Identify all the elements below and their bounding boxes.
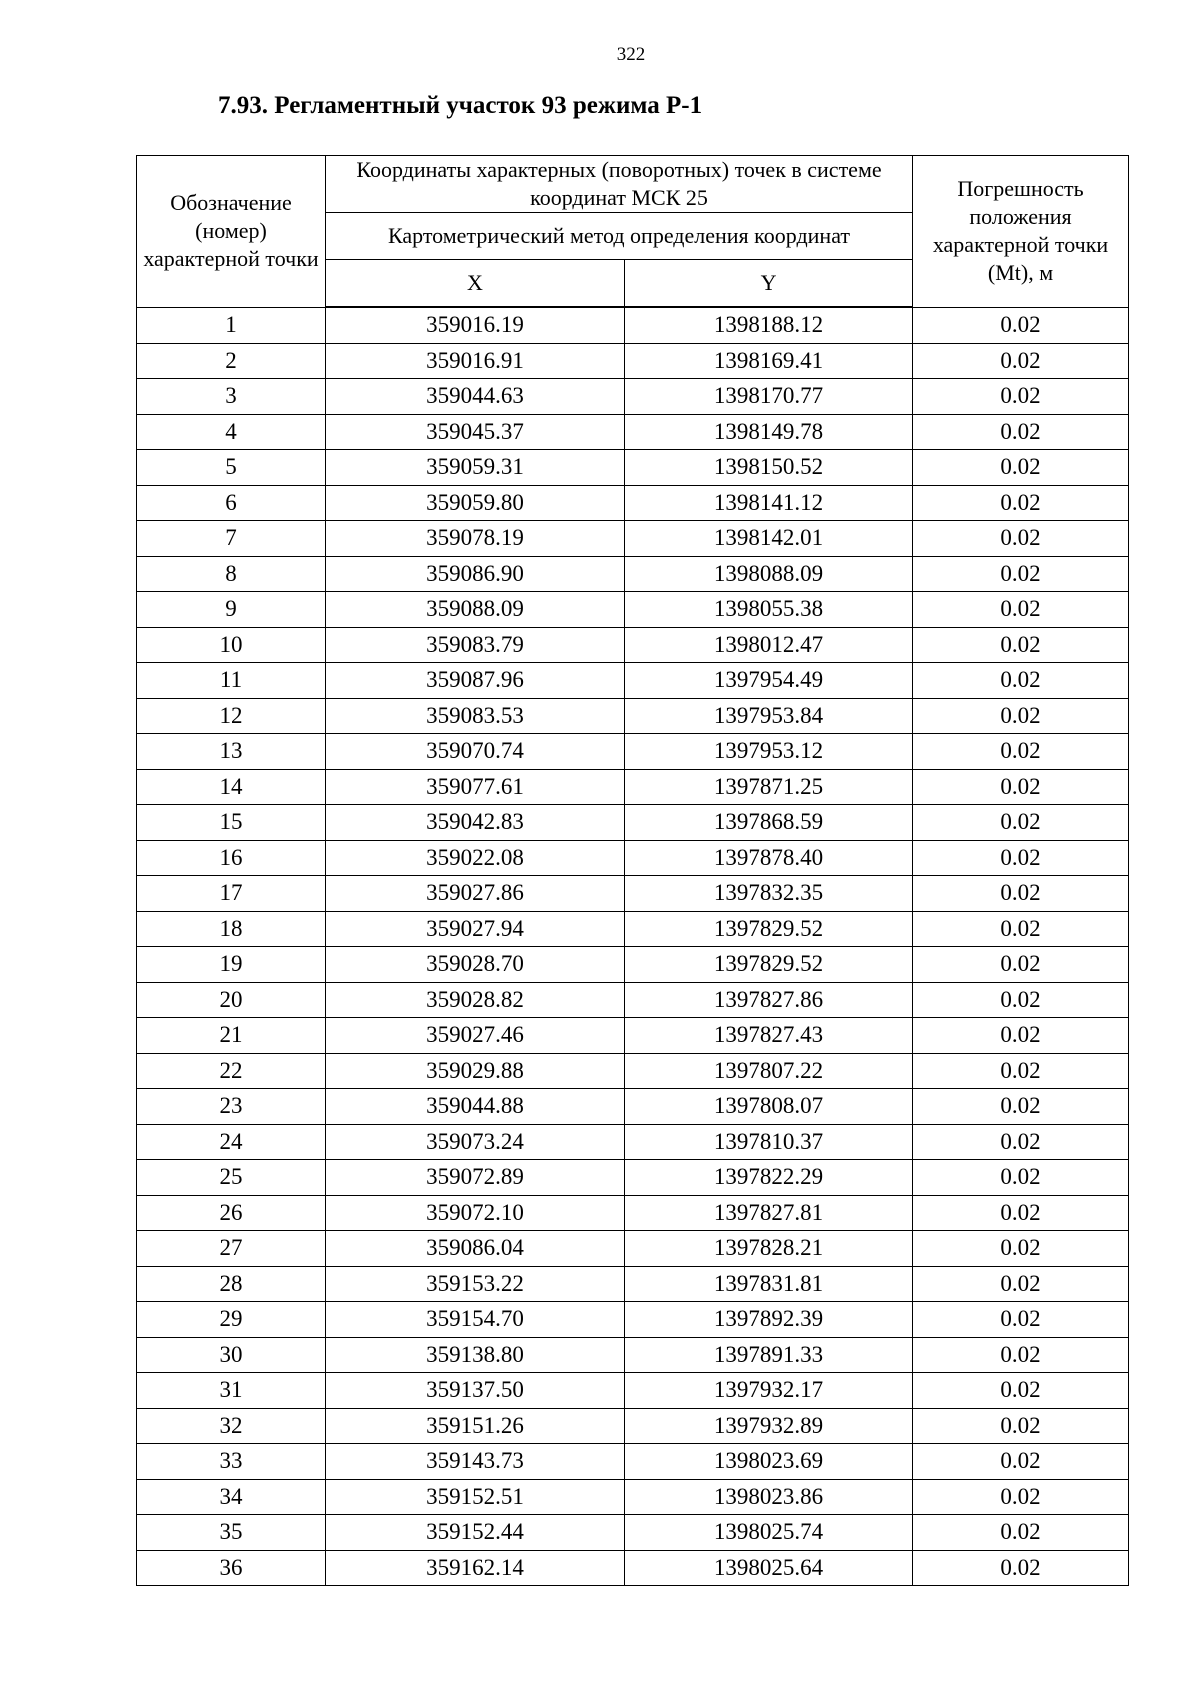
cell-y: 1398188.12 bbox=[625, 307, 913, 343]
table-row bbox=[137, 947, 1129, 983]
cell-y: 1397827.43 bbox=[625, 1018, 913, 1054]
cell-error: 0.02 bbox=[913, 1337, 1129, 1373]
cell-point-number: 16 bbox=[137, 840, 326, 876]
cell-y: 1398025.64 bbox=[625, 1550, 913, 1586]
cell-point-number: 29 bbox=[137, 1302, 326, 1338]
cell-y: 1397932.89 bbox=[625, 1408, 913, 1444]
cell-x: 359138.80 bbox=[326, 1337, 625, 1373]
cell-y: 1397871.25 bbox=[625, 769, 913, 805]
cell-error: 0.02 bbox=[913, 592, 1129, 628]
cell-point-number: 27 bbox=[137, 1231, 326, 1267]
cell-error: 0.02 bbox=[913, 663, 1129, 699]
cell-point-number: 17 bbox=[137, 876, 326, 912]
table-row bbox=[137, 1053, 1129, 1089]
cell-error: 0.02 bbox=[913, 1373, 1129, 1409]
cell-y: 1397892.39 bbox=[625, 1302, 913, 1338]
cell-point-number: 18 bbox=[137, 911, 326, 947]
cell-y: 1398012.47 bbox=[625, 627, 913, 663]
cell-error: 0.02 bbox=[913, 450, 1129, 486]
cell-x: 359143.73 bbox=[326, 1444, 625, 1480]
cell-x: 359088.09 bbox=[326, 592, 625, 628]
cell-point-number: 4 bbox=[137, 414, 326, 450]
cell-y: 1398149.78 bbox=[625, 414, 913, 450]
cell-y: 1397891.33 bbox=[625, 1337, 913, 1373]
table-row bbox=[137, 1124, 1129, 1160]
section-title: 7.93. Регламентный участок 93 режима Р-1 bbox=[218, 92, 703, 119]
cell-point-number: 28 bbox=[137, 1266, 326, 1302]
cell-x: 359072.89 bbox=[326, 1160, 625, 1196]
cell-error: 0.02 bbox=[913, 379, 1129, 415]
cell-x: 359152.44 bbox=[326, 1515, 625, 1551]
cell-y: 1397953.84 bbox=[625, 698, 913, 734]
table-row bbox=[137, 1089, 1129, 1125]
table-row bbox=[137, 1266, 1129, 1302]
table-row bbox=[137, 521, 1129, 557]
cell-y: 1398088.09 bbox=[625, 556, 913, 592]
cell-point-number: 32 bbox=[137, 1408, 326, 1444]
cell-x: 359059.31 bbox=[326, 450, 625, 486]
table-row bbox=[137, 1018, 1129, 1054]
cell-point-number: 1 bbox=[137, 307, 326, 343]
cell-y: 1398170.77 bbox=[625, 379, 913, 415]
cell-error: 0.02 bbox=[913, 1160, 1129, 1196]
cell-point-number: 33 bbox=[137, 1444, 326, 1480]
cell-error: 0.02 bbox=[913, 734, 1129, 770]
cell-y: 1398055.38 bbox=[625, 592, 913, 628]
cell-y: 1397932.17 bbox=[625, 1373, 913, 1409]
cell-x: 359083.53 bbox=[326, 698, 625, 734]
table-row bbox=[137, 734, 1129, 770]
table-row bbox=[137, 627, 1129, 663]
cell-error: 0.02 bbox=[913, 911, 1129, 947]
cell-x: 359086.90 bbox=[326, 556, 625, 592]
cell-x: 359029.88 bbox=[326, 1053, 625, 1089]
cell-point-number: 21 bbox=[137, 1018, 326, 1054]
cell-error: 0.02 bbox=[913, 414, 1129, 450]
cell-error: 0.02 bbox=[913, 1231, 1129, 1267]
cell-error: 0.02 bbox=[913, 1124, 1129, 1160]
cell-y: 1398023.86 bbox=[625, 1479, 913, 1515]
table-row bbox=[137, 982, 1129, 1018]
cell-point-number: 9 bbox=[137, 592, 326, 628]
cell-x: 359072.10 bbox=[326, 1195, 625, 1231]
cell-point-number: 34 bbox=[137, 1479, 326, 1515]
cell-point-number: 15 bbox=[137, 805, 326, 841]
cell-point-number: 8 bbox=[137, 556, 326, 592]
cell-error: 0.02 bbox=[913, 947, 1129, 983]
cell-point-number: 11 bbox=[137, 663, 326, 699]
cell-x: 359154.70 bbox=[326, 1302, 625, 1338]
header-x: X bbox=[326, 260, 625, 308]
table-row bbox=[137, 414, 1129, 450]
cell-x: 359078.19 bbox=[326, 521, 625, 557]
cell-y: 1398142.01 bbox=[625, 521, 913, 557]
table-row bbox=[137, 556, 1129, 592]
cell-point-number: 5 bbox=[137, 450, 326, 486]
cell-x: 359153.22 bbox=[326, 1266, 625, 1302]
coordinates-table bbox=[136, 155, 1129, 1586]
cell-x: 359151.26 bbox=[326, 1408, 625, 1444]
cell-error: 0.02 bbox=[913, 343, 1129, 379]
cell-x: 359077.61 bbox=[326, 769, 625, 805]
table-row bbox=[137, 1195, 1129, 1231]
header-coordinates: Координаты характерных (поворотных) точек в системе координат МСК 25 bbox=[326, 156, 913, 213]
cell-y: 1398141.12 bbox=[625, 485, 913, 521]
table-row bbox=[137, 1479, 1129, 1515]
cell-y: 1397878.40 bbox=[625, 840, 913, 876]
cell-point-number: 12 bbox=[137, 698, 326, 734]
cell-y: 1397829.52 bbox=[625, 911, 913, 947]
header-position-error: Погрешность положения характерной точки (Mt), м bbox=[913, 156, 1129, 308]
cell-x: 359087.96 bbox=[326, 663, 625, 699]
cell-x: 359042.83 bbox=[326, 805, 625, 841]
cell-y: 1398150.52 bbox=[625, 450, 913, 486]
cell-y: 1397953.12 bbox=[625, 734, 913, 770]
cell-y: 1397954.49 bbox=[625, 663, 913, 699]
cell-error: 0.02 bbox=[913, 1266, 1129, 1302]
table-row bbox=[137, 343, 1129, 379]
cell-error: 0.02 bbox=[913, 1444, 1129, 1480]
cell-y: 1397808.07 bbox=[625, 1089, 913, 1125]
cell-point-number: 24 bbox=[137, 1124, 326, 1160]
table-row bbox=[137, 1515, 1129, 1551]
cell-point-number: 35 bbox=[137, 1515, 326, 1551]
cell-y: 1398169.41 bbox=[625, 343, 913, 379]
cell-point-number: 25 bbox=[137, 1160, 326, 1196]
table-row bbox=[137, 450, 1129, 486]
cell-x: 359016.91 bbox=[326, 343, 625, 379]
cell-x: 359044.63 bbox=[326, 379, 625, 415]
table-row bbox=[137, 592, 1129, 628]
cell-x: 359152.51 bbox=[326, 1479, 625, 1515]
header-y: Y bbox=[625, 260, 913, 308]
cell-error: 0.02 bbox=[913, 627, 1129, 663]
cell-y: 1397827.81 bbox=[625, 1195, 913, 1231]
table-row bbox=[137, 876, 1129, 912]
cell-error: 0.02 bbox=[913, 1195, 1129, 1231]
cell-y: 1397831.81 bbox=[625, 1266, 913, 1302]
cell-error: 0.02 bbox=[913, 307, 1129, 343]
cell-x: 359016.19 bbox=[326, 307, 625, 343]
table-header bbox=[137, 156, 1129, 308]
cell-point-number: 26 bbox=[137, 1195, 326, 1231]
cell-error: 0.02 bbox=[913, 1408, 1129, 1444]
cell-error: 0.02 bbox=[913, 840, 1129, 876]
page-number: 322 bbox=[616, 44, 646, 65]
cell-error: 0.02 bbox=[913, 1302, 1129, 1338]
table-row bbox=[137, 1408, 1129, 1444]
table-row bbox=[137, 1231, 1129, 1267]
cell-point-number: 13 bbox=[137, 734, 326, 770]
cell-y: 1398025.74 bbox=[625, 1515, 913, 1551]
cell-point-number: 19 bbox=[137, 947, 326, 983]
cell-x: 359028.70 bbox=[326, 947, 625, 983]
cell-y: 1397822.29 bbox=[625, 1160, 913, 1196]
cell-point-number: 3 bbox=[137, 379, 326, 415]
table-row bbox=[137, 1302, 1129, 1338]
table-row bbox=[137, 911, 1129, 947]
cell-point-number: 36 bbox=[137, 1550, 326, 1586]
cell-point-number: 14 bbox=[137, 769, 326, 805]
cell-y: 1398023.69 bbox=[625, 1444, 913, 1480]
cell-x: 359070.74 bbox=[326, 734, 625, 770]
cell-error: 0.02 bbox=[913, 1550, 1129, 1586]
cell-y: 1397827.86 bbox=[625, 982, 913, 1018]
cell-error: 0.02 bbox=[913, 485, 1129, 521]
cell-error: 0.02 bbox=[913, 1018, 1129, 1054]
cell-x: 359028.82 bbox=[326, 982, 625, 1018]
header-method: Картометрический метод определения координат bbox=[326, 213, 913, 260]
table-row bbox=[137, 485, 1129, 521]
table-row bbox=[137, 1337, 1129, 1373]
cell-point-number: 30 bbox=[137, 1337, 326, 1373]
cell-point-number: 31 bbox=[137, 1373, 326, 1409]
table-body bbox=[137, 307, 1129, 1586]
cell-point-number: 23 bbox=[137, 1089, 326, 1125]
cell-error: 0.02 bbox=[913, 1479, 1129, 1515]
cell-point-number: 22 bbox=[137, 1053, 326, 1089]
table-row bbox=[137, 1550, 1129, 1586]
cell-error: 0.02 bbox=[913, 1053, 1129, 1089]
cell-error: 0.02 bbox=[913, 982, 1129, 1018]
table-row bbox=[137, 769, 1129, 805]
table-row bbox=[137, 663, 1129, 699]
cell-x: 359073.24 bbox=[326, 1124, 625, 1160]
cell-y: 1397807.22 bbox=[625, 1053, 913, 1089]
table-row bbox=[137, 805, 1129, 841]
cell-x: 359162.14 bbox=[326, 1550, 625, 1586]
cell-x: 359022.08 bbox=[326, 840, 625, 876]
table-row bbox=[137, 307, 1129, 343]
cell-x: 359137.50 bbox=[326, 1373, 625, 1409]
cell-error: 0.02 bbox=[913, 1515, 1129, 1551]
cell-x: 359027.94 bbox=[326, 911, 625, 947]
cell-y: 1397828.21 bbox=[625, 1231, 913, 1267]
cell-point-number: 20 bbox=[137, 982, 326, 1018]
cell-error: 0.02 bbox=[913, 876, 1129, 912]
cell-x: 359027.86 bbox=[326, 876, 625, 912]
cell-x: 359059.80 bbox=[326, 485, 625, 521]
cell-x: 359027.46 bbox=[326, 1018, 625, 1054]
cell-y: 1397810.37 bbox=[625, 1124, 913, 1160]
cell-point-number: 7 bbox=[137, 521, 326, 557]
table-row bbox=[137, 840, 1129, 876]
cell-error: 0.02 bbox=[913, 769, 1129, 805]
cell-x: 359044.88 bbox=[326, 1089, 625, 1125]
cell-x: 359086.04 bbox=[326, 1231, 625, 1267]
cell-error: 0.02 bbox=[913, 556, 1129, 592]
cell-error: 0.02 bbox=[913, 521, 1129, 557]
table-row bbox=[137, 698, 1129, 734]
table-row bbox=[137, 1373, 1129, 1409]
cell-y: 1397868.59 bbox=[625, 805, 913, 841]
cell-point-number: 10 bbox=[137, 627, 326, 663]
header-point-number: Обозначение (номер) характерной точки bbox=[137, 156, 326, 308]
cell-x: 359045.37 bbox=[326, 414, 625, 450]
table-row bbox=[137, 379, 1129, 415]
cell-error: 0.02 bbox=[913, 1089, 1129, 1125]
cell-point-number: 2 bbox=[137, 343, 326, 379]
table-row bbox=[137, 1444, 1129, 1480]
cell-y: 1397829.52 bbox=[625, 947, 913, 983]
cell-y: 1397832.35 bbox=[625, 876, 913, 912]
cell-point-number: 6 bbox=[137, 485, 326, 521]
table-row bbox=[137, 1160, 1129, 1196]
cell-error: 0.02 bbox=[913, 805, 1129, 841]
cell-error: 0.02 bbox=[913, 698, 1129, 734]
cell-x: 359083.79 bbox=[326, 627, 625, 663]
